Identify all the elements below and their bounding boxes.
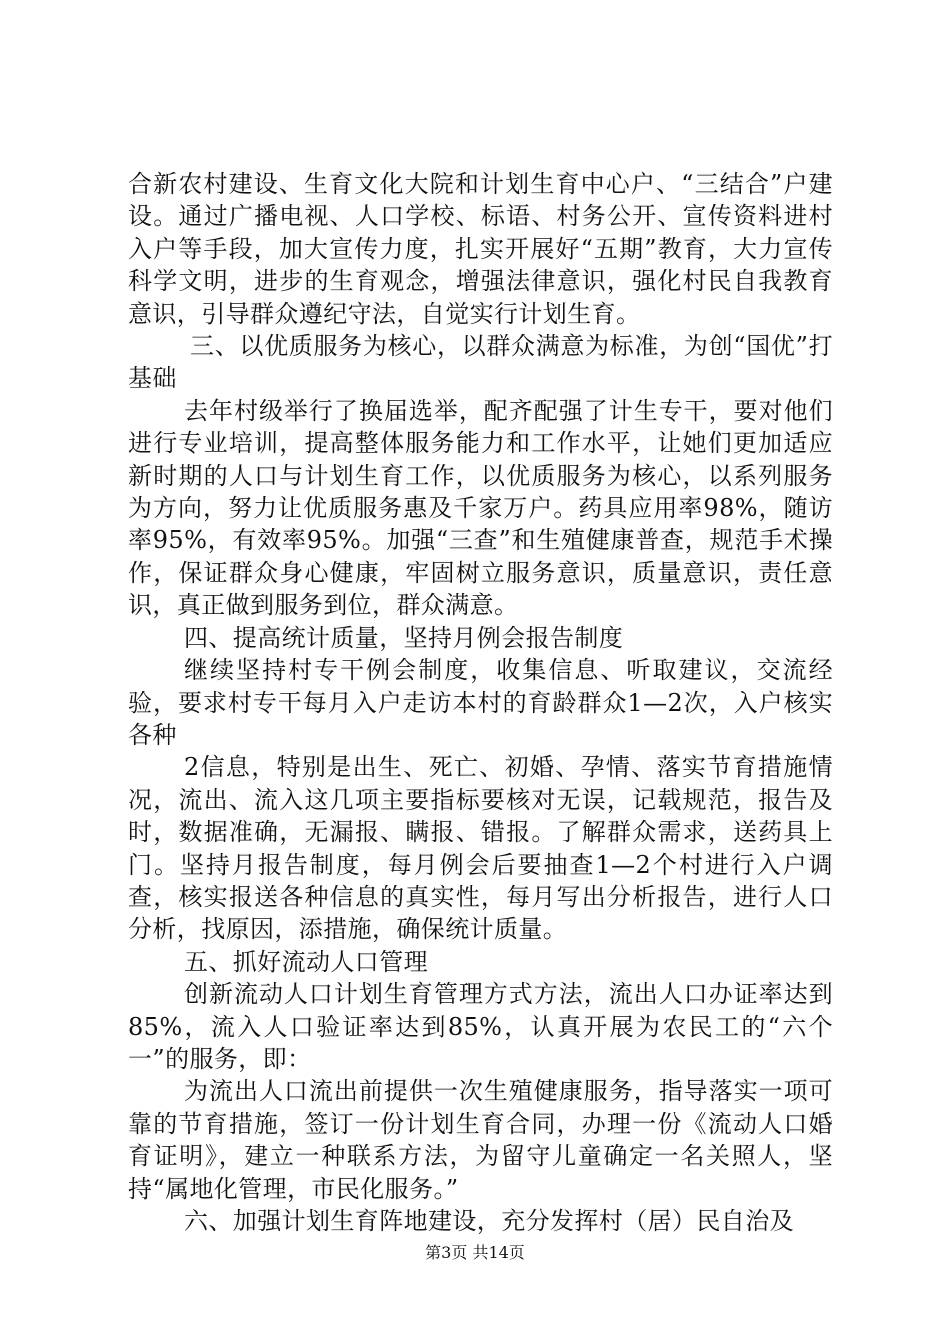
body-paragraph: 合新农村建设、生育文化大院和计划生育中心户、“三结合”户建设。通过广播电视、人口学校、标语、村务公开、宣传资料进村入户等手段，加大宣传力度，扎实开展好“五期”教育，大力宣传科学文明，进步的生育观念，增强法律意识，强化村民自我教育意识，引导群众遵纪守法，自觉实行计划生育。 [128,170,833,328]
body-paragraph: 继续坚持村专干例会制度，收集信息、听取建议，交流经验，要求村专干每月入户走访本村的育龄群众1—2次，入户核实各种 [128,656,833,749]
page-number-footer: 第3页 共14页 [425,1243,525,1262]
body-paragraph: 创新流动人口计划生育管理方式方法，流出人口办证率达到85%，流入人口验证率达到85%，认真开展为农民工的“六个一”的服务，即： [128,980,833,1073]
body-paragraph: 去年村级举行了换届选举，配齐配强了计生专干，要对他们进行专业培训，提高整体服务能力和工作水平，让她们更加适应新时期的人口与计划生育工作，以优质服务为核心，以系列服务为方向，努力让优质服务惠及千家万户。药具应用率98%，随访率95%，有效率95%。加强“三查”和生殖健康普查，规范手术操作，保证群众身心健康，牢固树立服务意识，质量意识，责任意识，真正做到服务到位，群众满意。 [128,396,833,620]
section-heading: 六、加强计划生育阵地建设，充分发挥村（居）民自治及 [184,1207,794,1235]
body-paragraph: 2信息，特别是出生、死亡、初婚、孕情、落实节育措施情况，流出、流入这几项主要指标要核对无误，记载规范，报告及时，数据准确，无漏报、瞒报、错报。了解群众需求，送药具上门。坚持月报告制度，每月例会后要抽查1—2个村进行入户调查，核实报送各种信息的真实性，每月写出分析报告，进行人口分析，找原因，添措施，确保统计质量。 [128,753,833,944]
document-body [128,168,833,1237]
section-heading: 三、以优质服务为核心，以群众满意为标准，为创“国优”打基础 [128,332,833,393]
section-heading: 五、抓好流动人口管理 [184,947,428,976]
section-heading: 四、提高统计质量，坚持月例会报告制度 [184,623,624,652]
body-paragraph: 为流出人口流出前提供一次生殖健康服务，指导落实一项可靠的节育措施，签订一份计划生育合同，办理一份《流动人口婚育证明》，建立一种联系方法，为留守儿童确定一名关照人，坚持“属地化管理，市民化服务。” [128,1077,833,1203]
